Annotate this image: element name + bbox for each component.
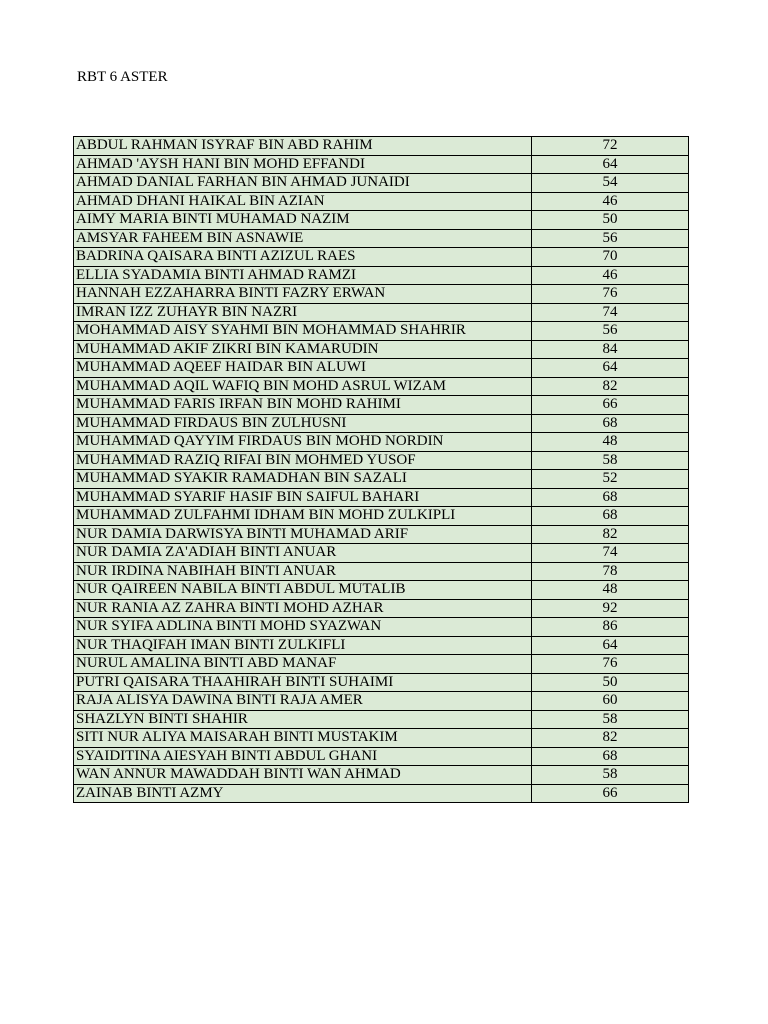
student-name-cell[interactable]: MUHAMMAD AKIF ZIKRI BIN KAMARUDIN xyxy=(74,340,532,359)
score-cell[interactable]: 74 xyxy=(532,544,689,563)
student-name-cell[interactable]: WAN ANNUR MAWADDAH BINTI WAN AHMAD xyxy=(74,766,532,785)
student-name-cell[interactable]: NUR QAIREEN NABILA BINTI ABDUL MUTALIB xyxy=(74,581,532,600)
student-name-cell[interactable]: ZAINAB BINTI AZMY xyxy=(74,784,532,803)
table-row xyxy=(74,303,689,322)
table-row xyxy=(74,451,689,470)
score-cell[interactable]: 64 xyxy=(532,636,689,655)
table-row xyxy=(74,377,689,396)
table-row xyxy=(74,655,689,674)
score-cell[interactable]: 46 xyxy=(532,192,689,211)
student-name-cell[interactable]: HANNAH EZZAHARRA BINTI FAZRY ERWAN xyxy=(74,285,532,304)
table-row xyxy=(74,618,689,637)
score-cell[interactable]: 68 xyxy=(532,488,689,507)
table-row xyxy=(74,192,689,211)
score-cell[interactable]: 64 xyxy=(532,155,689,174)
score-cell[interactable]: 46 xyxy=(532,266,689,285)
student-name-cell[interactable]: NUR IRDINA NABIHAH BINTI ANUAR xyxy=(74,562,532,581)
student-name-cell[interactable]: AHMAD DANIAL FARHAN BIN AHMAD JUNAIDI xyxy=(74,174,532,193)
score-cell[interactable]: 74 xyxy=(532,303,689,322)
table-row xyxy=(74,137,689,156)
score-cell[interactable]: 56 xyxy=(532,229,689,248)
score-cell[interactable]: 56 xyxy=(532,322,689,341)
score-cell[interactable]: 76 xyxy=(532,655,689,674)
table-row xyxy=(74,636,689,655)
table-row xyxy=(74,562,689,581)
table-row xyxy=(74,784,689,803)
score-table xyxy=(73,136,689,803)
table-row xyxy=(74,525,689,544)
score-cell[interactable]: 86 xyxy=(532,618,689,637)
score-cell[interactable]: 66 xyxy=(532,396,689,415)
score-cell[interactable]: 48 xyxy=(532,581,689,600)
student-name-cell[interactable]: AHMAD DHANI HAIKAL BIN AZIAN xyxy=(74,192,532,211)
student-name-cell[interactable]: NUR SYIFA ADLINA BINTI MOHD SYAZWAN xyxy=(74,618,532,637)
student-name-cell[interactable]: MUHAMMAD AQIL WAFIQ BIN MOHD ASRUL WIZAM xyxy=(74,377,532,396)
score-cell[interactable]: 68 xyxy=(532,747,689,766)
student-name-cell[interactable]: SYAIDITINA AIESYAH BINTI ABDUL GHANI xyxy=(74,747,532,766)
student-name-cell[interactable]: IMRAN IZZ ZUHAYR BIN NAZRI xyxy=(74,303,532,322)
sheet-title: RBT 6 ASTER xyxy=(77,69,168,85)
student-name-cell[interactable]: NUR RANIA AZ ZAHRA BINTI MOHD AZHAR xyxy=(74,599,532,618)
score-cell[interactable]: 78 xyxy=(532,562,689,581)
student-name-cell[interactable]: NUR DAMIA DARWISYA BINTI MUHAMAD ARIF xyxy=(74,525,532,544)
table-row xyxy=(74,340,689,359)
score-cell[interactable]: 50 xyxy=(532,673,689,692)
table-row xyxy=(74,747,689,766)
student-name-cell[interactable]: MUHAMMAD SYARIF HASIF BIN SAIFUL BAHARI xyxy=(74,488,532,507)
table-row xyxy=(74,581,689,600)
table-row xyxy=(74,488,689,507)
student-name-cell[interactable]: MUHAMMAD SYAKIR RAMADHAN BIN SAZALI xyxy=(74,470,532,489)
table-row xyxy=(74,359,689,378)
table-row xyxy=(74,229,689,248)
score-cell[interactable]: 76 xyxy=(532,285,689,304)
student-name-cell[interactable]: AMSYAR FAHEEM BIN ASNAWIE xyxy=(74,229,532,248)
student-name-cell[interactable]: SHAZLYN BINTI SHAHIR xyxy=(74,710,532,729)
table-row xyxy=(74,285,689,304)
student-name-cell[interactable]: AHMAD 'AYSH HANI BIN MOHD EFFANDI xyxy=(74,155,532,174)
score-cell[interactable]: 68 xyxy=(532,414,689,433)
student-name-cell[interactable]: AIMY MARIA BINTI MUHAMAD NAZIM xyxy=(74,211,532,230)
student-name-cell[interactable]: PUTRI QAISARA THAAHIRAH BINTI SUHAIMI xyxy=(74,673,532,692)
score-table-body xyxy=(74,137,689,803)
student-name-cell[interactable]: NUR THAQIFAH IMAN BINTI ZULKIFLI xyxy=(74,636,532,655)
score-cell[interactable]: 82 xyxy=(532,729,689,748)
student-name-cell[interactable]: MUHAMMAD FIRDAUS BIN ZULHUSNI xyxy=(74,414,532,433)
score-cell[interactable]: 48 xyxy=(532,433,689,452)
table-row xyxy=(74,729,689,748)
score-cell[interactable]: 82 xyxy=(532,377,689,396)
student-name-cell[interactable]: MUHAMMAD RAZIQ RIFAI BIN MOHMED YUSOF xyxy=(74,451,532,470)
table-row xyxy=(74,599,689,618)
score-cell[interactable]: 68 xyxy=(532,507,689,526)
student-name-cell[interactable]: MUHAMMAD QAYYIM FIRDAUS BIN MOHD NORDIN xyxy=(74,433,532,452)
table-row xyxy=(74,766,689,785)
score-cell[interactable]: 82 xyxy=(532,525,689,544)
student-name-cell[interactable]: ELLIA SYADAMIA BINTI AHMAD RAMZI xyxy=(74,266,532,285)
student-name-cell[interactable]: NURUL AMALINA BINTI ABD MANAF xyxy=(74,655,532,674)
student-name-cell[interactable]: RAJA ALISYA DAWINA BINTI RAJA AMER xyxy=(74,692,532,711)
table-row xyxy=(74,414,689,433)
student-name-cell[interactable]: MOHAMMAD AISY SYAHMI BIN MOHAMMAD SHAHRIR xyxy=(74,322,532,341)
table-row xyxy=(74,322,689,341)
table-row xyxy=(74,211,689,230)
score-cell[interactable]: 66 xyxy=(532,784,689,803)
table-row xyxy=(74,470,689,489)
student-name-cell[interactable]: ABDUL RAHMAN ISYRAF BIN ABD RAHIM xyxy=(74,137,532,156)
table-row xyxy=(74,692,689,711)
student-name-cell[interactable]: MUHAMMAD FARIS IRFAN BIN MOHD RAHIMI xyxy=(74,396,532,415)
score-cell[interactable]: 50 xyxy=(532,211,689,230)
table-row xyxy=(74,174,689,193)
student-name-cell[interactable]: MUHAMMAD ZULFAHMI IDHAM BIN MOHD ZULKIPLI xyxy=(74,507,532,526)
student-name-cell[interactable]: NUR DAMIA ZA'ADIAH BINTI ANUAR xyxy=(74,544,532,563)
student-name-cell[interactable]: SITI NUR ALIYA MAISARAH BINTI MUSTAKIM xyxy=(74,729,532,748)
score-cell[interactable]: 60 xyxy=(532,692,689,711)
table-row xyxy=(74,396,689,415)
score-cell[interactable]: 58 xyxy=(532,710,689,729)
table-row xyxy=(74,155,689,174)
table-row xyxy=(74,266,689,285)
table-row xyxy=(74,248,689,267)
score-cell[interactable]: 72 xyxy=(532,137,689,156)
score-cell[interactable]: 70 xyxy=(532,248,689,267)
table-row xyxy=(74,507,689,526)
student-name-cell[interactable]: MUHAMMAD AQEEF HAIDAR BIN ALUWI xyxy=(74,359,532,378)
table-row xyxy=(74,710,689,729)
score-cell[interactable]: 84 xyxy=(532,340,689,359)
table-row xyxy=(74,433,689,452)
score-cell[interactable]: 92 xyxy=(532,599,689,618)
score-cell[interactable]: 64 xyxy=(532,359,689,378)
score-cell[interactable]: 58 xyxy=(532,766,689,785)
table-row xyxy=(74,544,689,563)
score-cell[interactable]: 58 xyxy=(532,451,689,470)
student-name-cell[interactable]: BADRINA QAISARA BINTI AZIZUL RAES xyxy=(74,248,532,267)
table-row xyxy=(74,673,689,692)
score-cell[interactable]: 54 xyxy=(532,174,689,193)
score-cell[interactable]: 52 xyxy=(532,470,689,489)
